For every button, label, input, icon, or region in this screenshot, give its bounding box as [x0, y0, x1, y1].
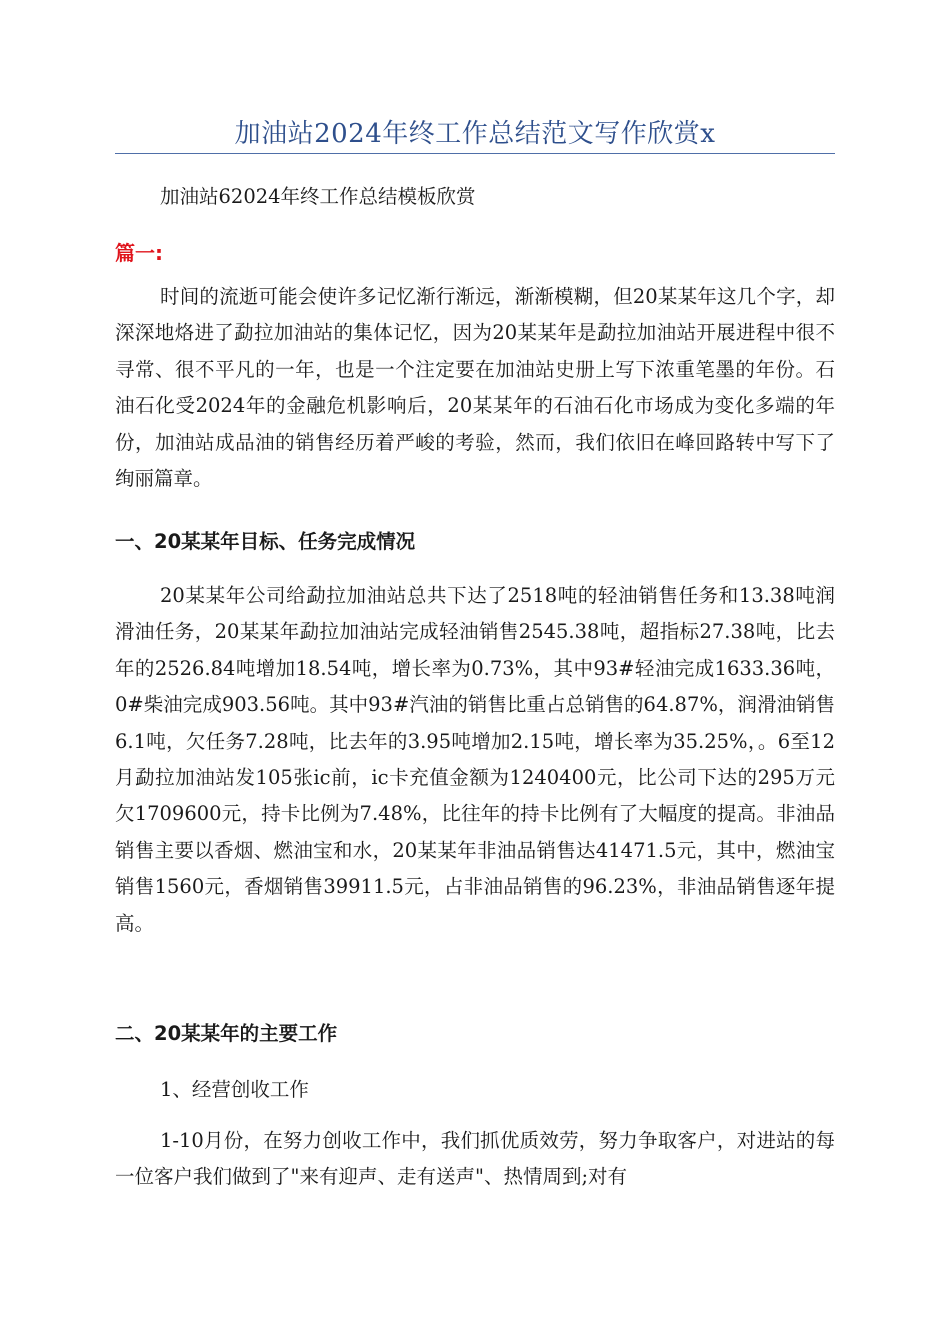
subsection-heading-1: 1、经营创收工作 [160, 1078, 309, 1101]
body-paragraph-2: 1-10月份，在努力创收工作中，我们抓优质效劳，努力争取客户，对进站的每一位客户我们做到了"来有迎声、走有送声"、热情周到;对有 [115, 1129, 835, 1189]
section-label: 篇一: [115, 241, 163, 265]
title-underline [115, 153, 835, 154]
section-heading-1: 一、20某某年目标、任务完成情况 [115, 530, 416, 553]
section-heading-2: 二、20某某年的主要工作 [115, 1022, 338, 1045]
document-title: 加油站2024年终工作总结范文写作欣赏x [234, 119, 716, 149]
intro-paragraph: 时间的流逝可能会使许多记忆渐行渐远，渐渐模糊，但20某某年这几个字，却深深地烙进了勐拉加油站的集体记忆，因为20某某年是勐拉加油站开展进程中很不寻常、很不平凡的一年，也是一个注定要在加油站史册上写下浓重笔墨的年份。石油石化受2024年的金融危机影响后，20某某年的石油石化市场成为变化多端的年份，加油站成品油的销售经历着严峻的考验，然而，我们依旧在峰回路转中写下了绚丽篇章。 [115, 285, 835, 491]
body-paragraph-1: 20某某年公司给勐拉加油站总共下达了2518吨的轻油销售任务和13.38吨润滑油任务，20某某年勐拉加油站完成轻油销售2545.38吨，超指标27.38吨，比去年的2526.84吨增加18.54吨，增长率为0.73%，其中93#轻油完成1633.36吨，0#柴油完成903.56吨。其中93#汽油的销售比重占总销售的64.87%，润滑油销售6.1吨，欠任务7.28吨，比去年的3.95吨增加2.15吨，增长率为35.25%，。6至12月勐拉加油站发105张ic前，ic卡充值金额为1240400元，比公司下达的295万元欠1709600元，持卡比例为7.48%，比往年的持卡比例有了大幅度的提高。非油品销售主要以香烟、燃油宝和水，20某某年非油品销售达41471.5元，其中，燃油宝销售1560元，香烟销售39911.5元，占非油品销售的96.23%，非油品销售逐年提高。 [115, 584, 835, 935]
document-subtitle: 加油站62024年终工作总结模板欣赏 [160, 185, 476, 208]
